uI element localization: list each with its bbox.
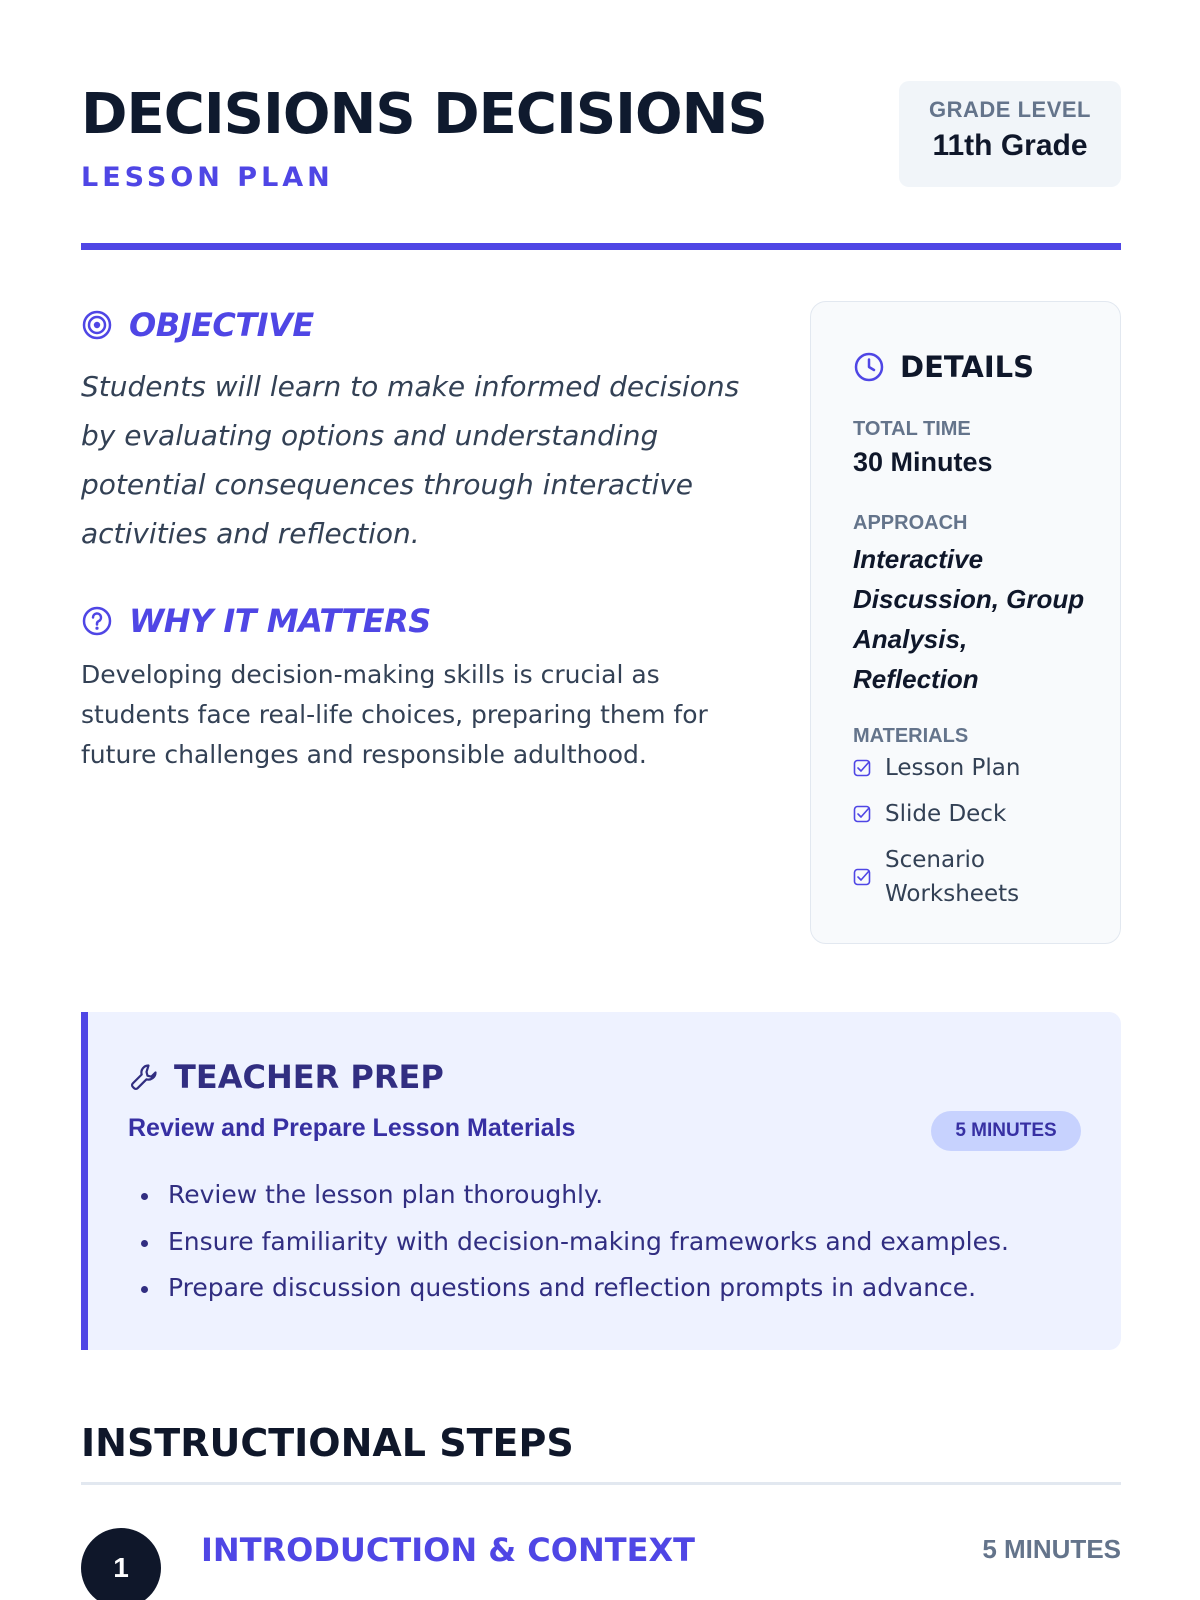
page-title: DECISIONS DECISIONS <box>81 82 767 147</box>
total-time-value: 30 Minutes <box>853 447 993 477</box>
list-item <box>853 751 1103 785</box>
question-circle-icon <box>81 605 113 637</box>
teacher-prep-title: TEACHER PREP <box>174 1058 444 1096</box>
materials-label: MATERIALS <box>853 725 969 747</box>
list-item: Review the lesson plan thoroughly. <box>168 1172 1088 1219</box>
approach-label: APPROACH <box>853 512 968 534</box>
details-title: DETAILS <box>900 350 1035 384</box>
list-item <box>853 797 1103 831</box>
page-subtitle: LESSON PLAN <box>81 162 334 193</box>
lesson-header <box>81 80 1121 250</box>
teacher-prep-heading <box>128 1058 444 1096</box>
material-label: Lesson Plan <box>885 755 1021 781</box>
wrench-icon <box>128 1061 160 1093</box>
step-title: INTRODUCTION & CONTEXT <box>201 1531 695 1569</box>
clock-icon <box>853 351 885 383</box>
grade-level-label: GRADE LEVEL <box>929 97 1091 122</box>
teacher-prep-list <box>168 1172 1088 1312</box>
instructional-steps-heading: INSTRUCTIONAL STEPS <box>81 1415 1121 1485</box>
duration-badge: 5 MINUTES <box>931 1111 1081 1151</box>
approach-value: Interactive Discussion, Group Analysis, Reflection <box>853 544 1085 694</box>
materials-list <box>853 751 1103 923</box>
teacher-prep-subtitle: Review and Prepare Lesson Materials <box>128 1114 576 1142</box>
why-title: WHY IT MATTERS <box>129 602 431 640</box>
target-icon <box>81 309 113 341</box>
checkbox-icon <box>853 805 871 823</box>
checkbox-icon <box>853 868 871 886</box>
details-heading <box>853 350 1034 384</box>
total-time-label: TOTAL TIME <box>853 418 971 440</box>
why-text: Developing decision-making skills is crucial as students face real-life choices, preparing them for future challenges and responsible adulthood. <box>81 660 708 769</box>
list-item: Prepare discussion questions and reflection prompts in advance. <box>168 1265 1088 1312</box>
list-item: Ensure familiarity with decision-making frameworks and examples. <box>168 1219 1088 1266</box>
details-card <box>810 301 1121 944</box>
material-label: Scenario Worksheets <box>885 847 1020 907</box>
why-heading <box>81 602 431 640</box>
step-number-badge: 1 <box>81 1528 161 1600</box>
step-duration: 5 MINUTES <box>982 1534 1121 1564</box>
grade-level-value: 11th Grade <box>932 129 1088 162</box>
checkbox-icon <box>853 759 871 777</box>
objective-text: Students will learn to make informed decisions by evaluating options and understanding potential consequences through interactive activities and reflection. <box>81 370 740 550</box>
material-label: Slide Deck <box>885 801 1007 827</box>
list-item <box>853 843 1103 911</box>
teacher-prep-card <box>81 1012 1121 1350</box>
objective-heading <box>81 306 314 344</box>
objective-title: OBJECTIVE <box>129 306 314 344</box>
grade-level-box <box>899 81 1121 187</box>
